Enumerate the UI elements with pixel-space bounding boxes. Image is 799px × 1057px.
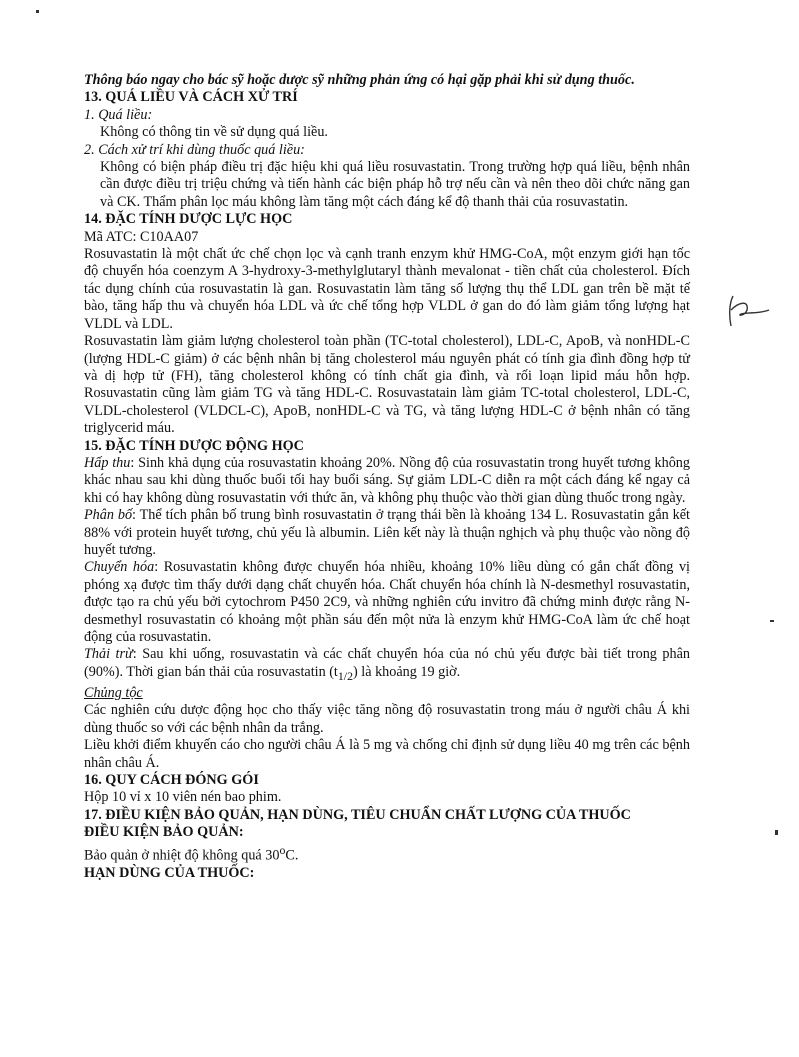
- absorption-paragraph: [84, 455, 690, 507]
- elimination-text-a: : Sau khi uống, rosuvastatin và các chất chuyển hóa của nó chủ yếu được bài tiết trong phân (90%). Thời gian bán thải của rosuvastatin (t: [84, 646, 690, 680]
- overdose-text: Không có thông tin về sử dụng quá liều.: [100, 124, 328, 141]
- metabolism-paragraph: [84, 559, 690, 646]
- half-life-subscript: 1/2: [337, 668, 354, 683]
- pharmacodynamics-paragraph-2: Rosuvastatin làm giảm lượng cholesterol toàn phần (TC-total cholesterol), LDL-C, ApoB, và nonHDL-C (lượng HDL-C giảm) ở các bệnh nhân bị tăng cholesterol máu nguyên phát có tính gia đình đồng hợp tử và dị hợp tử (FH), tăng cholesterol không có tính chất gia đình, và rối loạn lipid máu hỗn hợp. Rosuvastatin cũng làm giảm TG và tăng HDL-C. Rosuvastatain làm giảm TC-total cholesterol, LDL-C, VLDL-cholesterol (VLDCL-C), ApoB, nonHDL-C và TG, và tăng lượng HDL-C ở bệnh nhân có tăng triglycerid máu.: [84, 333, 690, 437]
- storage-text: [84, 842, 690, 865]
- adverse-reaction-warning: Thông báo ngay cho bác sỹ hoặc dược sỹ những phản ứng có hại gặp phải khi sử dụng thuốc.: [84, 72, 635, 88]
- signature-mark: [725, 292, 775, 328]
- scan-speck: [770, 620, 774, 622]
- storage-heading: ĐIỀU KIỆN BẢO QUẢN:: [84, 824, 244, 841]
- race-paragraph-1: Các nghiên cứu dược động học cho thấy việc tăng nồng độ rosuvastatin trong máu ở người châu Á khi dùng thuốc so với các bệnh nhân da trắng.: [84, 702, 690, 736]
- section-15-heading: 15. ĐẶC TÍNH DƯỢC ĐỘNG HỌC: [84, 437, 304, 454]
- elimination-label: Thải trừ: [84, 646, 133, 663]
- race-paragraph-2: Liều khởi điểm khuyến cáo cho người châu Á là 5 mg và chống chỉ định sử dụng liều 40 mg trên các bệnh nhân châu Á.: [84, 737, 690, 771]
- distribution-text: : Thể tích phân bố trung bình rosuvastatin ở trạng thái bền là khoảng 134 L. Rosuvastatin gắn kết 88% với protein huyết tương, chủ yếu là albumin. Liên kết này là thuận nghịch và phụ thuộc vào nồng độ huyết tương.: [84, 507, 690, 558]
- section-14-heading: 14. ĐẶC TÍNH DƯỢC LỰC HỌC: [84, 211, 293, 228]
- storage-text-b: C.: [285, 847, 299, 864]
- scan-speck: [36, 10, 39, 13]
- absorption-text: : Sinh khả dụng của rosuvastatin khoảng 20%. Nồng độ của rosuvastatin trong huyết tương không khác nhau sau khi dùng thuốc buổi tối hay buổi sáng. Sự giảm LDL-C diễn ra một cách đáng kể ngay cả khi có hay không dùng rosuvastatin với thức ăn, và không phụ thuộc vào thời gian dùng thuốc trong ngày.: [84, 454, 690, 506]
- atc-code: Mã ATC: C10AA07: [84, 228, 199, 245]
- overdose-subheading: 1. Quá liều:: [84, 106, 153, 123]
- overdose-treatment-text: Không có biện pháp điều trị đặc hiệu khi quá liều rosuvastatin. Trong trường hợp quá liều, bệnh nhân cần được điều trị triệu chứng và tiến hành các biện pháp hỗ trợ nếu cần và nên theo dõi chức năng gan và CK. Thẩm phân lọc máu không làm tăng một cách đáng kể độ thanh thải của rosuvastatin.: [100, 159, 690, 210]
- scan-speck: [775, 830, 778, 835]
- section-16-heading: 16. QUY CÁCH ĐÓNG GÓI: [84, 772, 259, 789]
- elimination-text-b: ) là khoảng 19 giờ.: [353, 663, 461, 680]
- metabolism-text: : Rosuvastatin không được chuyển hóa nhiều, khoảng 10% liều dùng có gắn chất đồng vị phóng xạ được tìm thấy dưới dạng chất chuyển hóa. Chất chuyển hóa chính là N-desmethyl rosuvastatin, được tạo ra chủ yếu bởi cytochrom P450 2C9, và những nghiên cứu invitro đã chứng minh được rằng N-desmethyl rosuvastatin có khoảng một phần sáu đến một nửa là enzym khử HMG-CoA làm ức chế hoạt động của rosuvastatin.: [84, 559, 690, 645]
- shelf-life-heading: HẠN DÙNG CỦA THUỐC:: [84, 864, 255, 881]
- degree-superscript: o: [279, 842, 286, 857]
- race-subheading-line: [84, 685, 690, 702]
- packaging-text: Hộp 10 vỉ x 10 viên nén bao phim.: [84, 789, 282, 806]
- overdose-treatment-subheading: 2. Cách xử trí khi dùng thuốc quá liều:: [84, 141, 305, 158]
- metabolism-label: Chuyển hóa: [84, 559, 155, 576]
- race-subheading: Chủng tộc: [84, 685, 143, 702]
- storage-text-a: Bảo quản ở nhiệt độ không quá 30: [84, 847, 280, 864]
- distribution-paragraph: [84, 507, 690, 559]
- section-13-heading: 13. QUÁ LIỀU VÀ CÁCH XỬ TRÍ: [84, 89, 298, 106]
- document-page: [84, 72, 690, 882]
- absorption-label: Hấp thu: [84, 454, 131, 471]
- distribution-label: Phân bố: [84, 507, 133, 524]
- elimination-paragraph: [84, 646, 690, 685]
- section-17-heading: 17. ĐIỀU KIỆN BẢO QUẢN, HẠN DÙNG, TIÊU CHUẨN CHẤT LƯỢNG CỦA THUỐC: [84, 806, 631, 823]
- pharmacodynamics-paragraph-1: Rosuvastatin là một chất ức chế chọn lọc và cạnh tranh enzym khử HMG-CoA, một enzym giới hạn tốc độ chuyển hóa coenzym A 3-hydroxy-3-methylglutaryl thành mevalonat - tiền chất của cholesterol. Đích tác dụng chính của rosuvastatin là gan. Rosuvastatin làm tăng số lượng thụ thể LDL gan trên bề mặt tế bào, tăng hấp thu và chuyển hóa LDL và ức chế tổng hợp VLDL ở gan do đó làm giảm tổng lượng hạt VLDL và LDL.: [84, 246, 690, 332]
